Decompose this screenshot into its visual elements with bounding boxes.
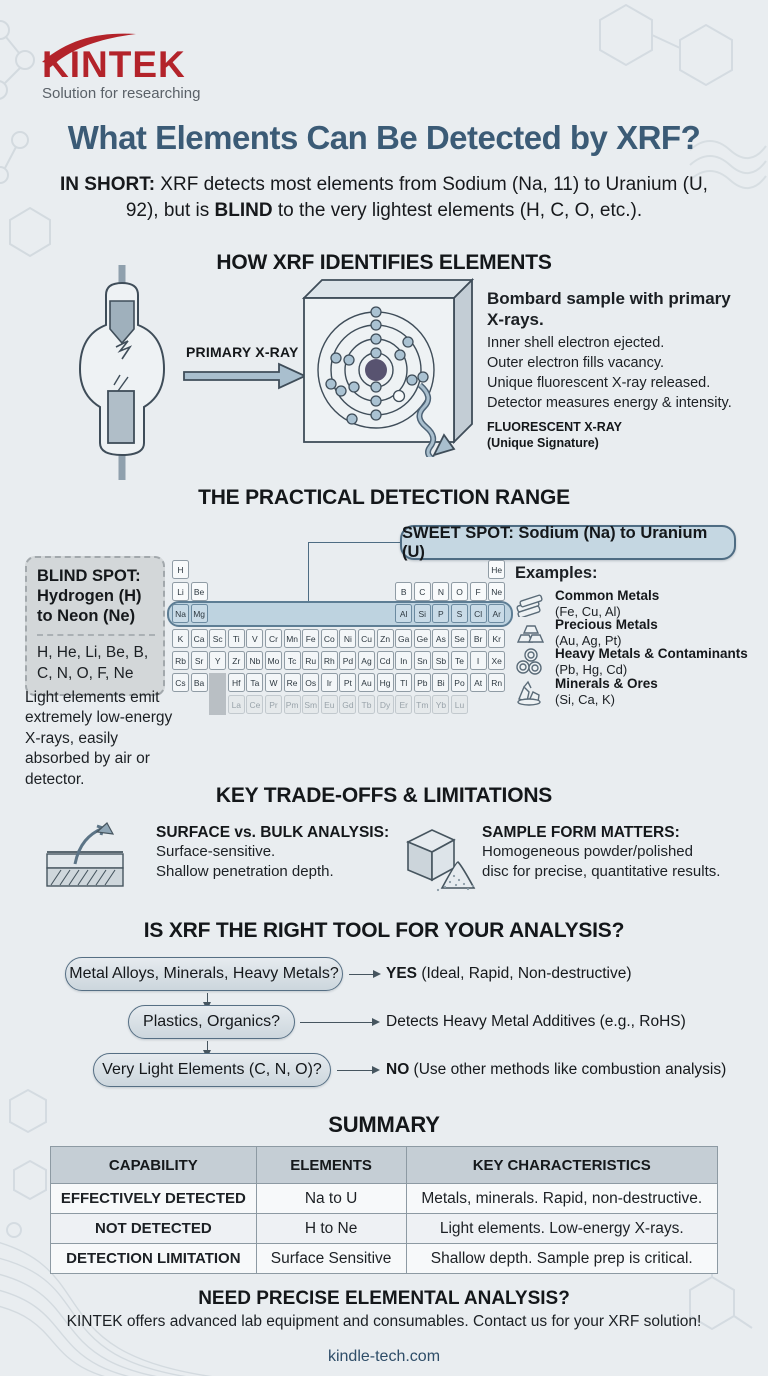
examples-panel [515,564,748,707]
element-cell-Yb: Yb [432,695,449,714]
element-cell-Sr: Sr [191,651,208,670]
sample-form-icon [398,818,478,899]
element-cell-Se: Se [451,629,468,648]
element-cell-Sm: Sm [302,695,319,714]
element-cell-Sb: Sb [432,651,449,670]
example-item: Heavy Metals & Contaminants (Pb, Hg, Cd) [515,646,768,677]
element-cell-Zn: Zn [377,629,394,648]
element-cell-Be: Be [191,582,208,601]
element-cell-As: As [432,629,449,648]
element-cell-Cd: Cd [377,651,394,670]
decision-answer-1: YES (Ideal, Rapid, Non-destructive) [386,965,632,982]
crystals-icon [515,677,545,712]
element-cell-Ti: Ti [228,629,245,648]
element-cell-N: N [432,582,449,601]
divider [37,634,155,636]
element-cell-Cl: Cl [470,604,487,623]
element-cell-Y: Y [209,651,226,670]
element-cell-Ba: Ba [191,673,208,692]
blind-spot-box [25,556,165,696]
primary-xray-arrow-icon [183,360,308,397]
brand-logo [42,46,200,102]
element-cell-Cr: Cr [265,629,282,648]
element-cell-Mo: Mo [265,651,282,670]
element-cell-Ta: Ta [246,673,263,692]
element-cell-Na: Na [172,604,189,623]
element-cell-In: In [395,651,412,670]
element-cell-Re: Re [284,673,301,692]
primary-xray-label: PRIMARY X-RAY [186,344,299,360]
element-cell-F: F [470,582,487,601]
element-cell-Pt: Pt [339,673,356,692]
element-cell-Mg: Mg [191,604,208,623]
xray-tube-icon [58,265,193,485]
intro-text: IN SHORT: XRF detects most elements from Sodium (Na, 11) to Uranium (U, 92), but is BLIND to the very lightest elements (H, C, O, etc.). [60,174,708,221]
section-heading-decision: IS XRF THE RIGHT TOOL FOR YOUR ANALYSIS? [143,919,625,942]
element-cell-La: La [228,695,245,714]
examples-title: Examples: [515,564,598,582]
element-cell-Ce: Ce [246,695,263,714]
element-cell-Tm: Tm [414,695,431,714]
element-cell-Cs: Cs [172,673,189,692]
element-cell-H: H [172,560,189,579]
element-cell-Pd: Pd [339,651,356,670]
element-cell-Ru: Ru [302,651,319,670]
sweet-spot-callout: SWEET SPOT: Sodium (Na) to Uranium (U) [400,525,736,560]
element-cell-Ni: Ni [339,629,356,648]
element-cell-Nb: Nb [246,651,263,670]
arrow-down-icon [207,1041,208,1050]
decision-question-2: Plastics, Organics? [128,1005,295,1039]
decision-question-3: Very Light Elements (C, N, O)? [93,1053,331,1087]
element-cell-Ir: Ir [321,673,338,692]
bombard-title: Bombard sample with primary X-rays. [487,289,731,330]
website-link[interactable]: kindle-tech.com [327,1348,441,1365]
element-cell-Dy: Dy [377,695,394,714]
column-header: ELEMENTS [256,1147,406,1184]
arrow-right-icon [337,1070,372,1071]
element-cell-Pm: Pm [284,695,301,714]
sample-atom-diagram [296,272,486,462]
element-cell-Li: Li [172,582,189,601]
summary-table [50,1146,718,1274]
periodic-table [172,560,508,718]
element-cell-Hg: Hg [377,673,394,692]
element-cell-P: P [432,604,449,623]
element-cell-V: V [246,629,263,648]
column-header: KEY CHARACTERISTICS [406,1147,718,1184]
element-cell-Mn: Mn [284,629,301,648]
element-cell-Rn: Rn [488,673,505,692]
element-cell-Hf: Hf [228,673,245,692]
surface-analysis-icon [45,820,140,897]
element-cell-Pr: Pr [265,695,282,714]
element-cell-At: At [470,673,487,692]
intro-label: IN SHORT: [60,174,156,195]
xrf-steps [487,333,732,413]
element-cell-He: He [488,560,505,579]
section-heading-summary: SUMMARY [328,1112,440,1137]
element-cell-Lu: Lu [451,695,468,714]
element-cell-Pb: Pb [414,673,431,692]
element-cell-Po: Po [451,673,468,692]
element-cell-Tl: Tl [395,673,412,692]
table-row: DETECTION LIMITATION Surface Sensitive Shallow depth. Sample prep is critical. [51,1244,718,1274]
surface-analysis-text: SURFACE vs. BULK ANALYSIS: Surface-sensitive. Shallow penetration depth. [156,824,390,881]
element-cell-Xe: Xe [488,651,505,670]
section-heading-range: THE PRACTICAL DETECTION RANGE [198,486,570,509]
element-cell-Er: Er [395,695,412,714]
element-cell-Au: Au [358,673,375,692]
element-cell-Sn: Sn [414,651,431,670]
arrow-right-icon [300,1022,372,1023]
element-cell-Gd: Gd [339,695,356,714]
sample-form-text: SAMPLE FORM MATTERS: Homogeneous powder/polished disc for precise, quantitative results. [482,824,721,881]
example-item: Precious Metals (Au, Ag, Pt) [515,617,768,648]
element-cell-Cu: Cu [358,629,375,648]
element-cell-Si: Si [414,604,431,623]
element-cell-I: I [470,651,487,670]
table-row: EFFECTIVELY DETECTED Na to U Metals, minerals. Rapid, non-destructive. [51,1184,718,1214]
element-cell-Ar: Ar [488,604,505,623]
step-line: Inner shell electron ejected. [487,335,665,351]
column-header: CAPABILITY [51,1147,257,1184]
element-cell-Ag: Ag [358,651,375,670]
element-cell-Eu: Eu [321,695,338,714]
decision-question-1: Metal Alloys, Minerals, Heavy Metals? [65,957,343,991]
element-cell-Rb: Rb [172,651,189,670]
blind-spot-title: BLIND SPOT: Hydrogen (H) to Neon (Ne) [37,567,142,625]
element-cell-Rh: Rh [321,651,338,670]
cta-text: KINTEK offers advanced lab equipment and consumables. Contact us for your XRF solution! [66,1313,702,1330]
element-cell-Bi: Bi [432,673,449,692]
element-cell-K: K [172,629,189,648]
element-cell-Te: Te [451,651,468,670]
arrow-down-icon [207,993,208,1002]
element-cell-Sc: Sc [209,629,226,648]
element-cell-Tb: Tb [358,695,375,714]
element-cell-O: O [451,582,468,601]
element-cell-Ca: Ca [191,629,208,648]
fluorescent-label: FLUORESCENT X-RAY (Unique Signature) [487,420,622,450]
element-cell-Zr: Zr [228,651,245,670]
element-cell-Ga: Ga [395,629,412,648]
step-line: Unique fluorescent X-ray released. [487,375,711,391]
element-cell-Co: Co [321,629,338,648]
element-cell-Kr: Kr [488,629,505,648]
decision-answer-3: NO (Use other methods like combustion analysis) [386,1061,727,1078]
element-cell-W: W [265,673,282,692]
step-line: Outer electron fills vacancy. [487,355,665,371]
page-title: What Elements Can Be Detected by XRF? [67,119,701,156]
element-cell-S: S [451,604,468,623]
summary-header-row [51,1147,718,1184]
sweet-spot-connector [308,542,402,543]
blind-spot-note: Light elements emit extremely low-energy X-rays, easily absorbed by air or detector. [25,689,173,788]
lanthanide-gap-bar [209,673,226,715]
element-cell-Al: Al [395,604,412,623]
example-item: Minerals & Ores (Si, Ca, K) [515,676,768,707]
brand-name: KINTEK [42,44,186,85]
cta-title: NEED PRECISE ELEMENTAL ANALYSIS? [198,1288,570,1309]
decision-answer-2: Detects Heavy Metal Additives (e.g., RoHS) [386,1013,686,1030]
section-heading-how: HOW XRF IDENTIFIES ELEMENTS [216,251,552,274]
element-cell-Fe: Fe [302,629,319,648]
element-cell-Os: Os [302,673,319,692]
element-cell-Br: Br [470,629,487,648]
logo-swoosh-icon [40,32,150,71]
element-cell-Ge: Ge [414,629,431,648]
element-cell-Ne: Ne [488,582,505,601]
example-item: Common Metals (Fe, Cu, Al) [515,588,768,619]
table-row: NOT DETECTED H to Ne Light elements. Low-energy X-rays. [51,1214,718,1244]
blind-spot-elements: H, He, Li, Be, B, C, N, O, F, Ne [37,644,149,682]
step-line: Detector measures energy & intensity. [487,395,732,411]
element-cell-Tc: Tc [284,651,301,670]
arrow-right-icon [349,974,373,975]
brand-tagline: Solution for researching [42,85,201,102]
element-cell-C: C [414,582,431,601]
section-heading-tradeoffs: KEY TRADE-OFFS & LIMITATIONS [215,784,553,807]
element-cell-B: B [395,582,412,601]
